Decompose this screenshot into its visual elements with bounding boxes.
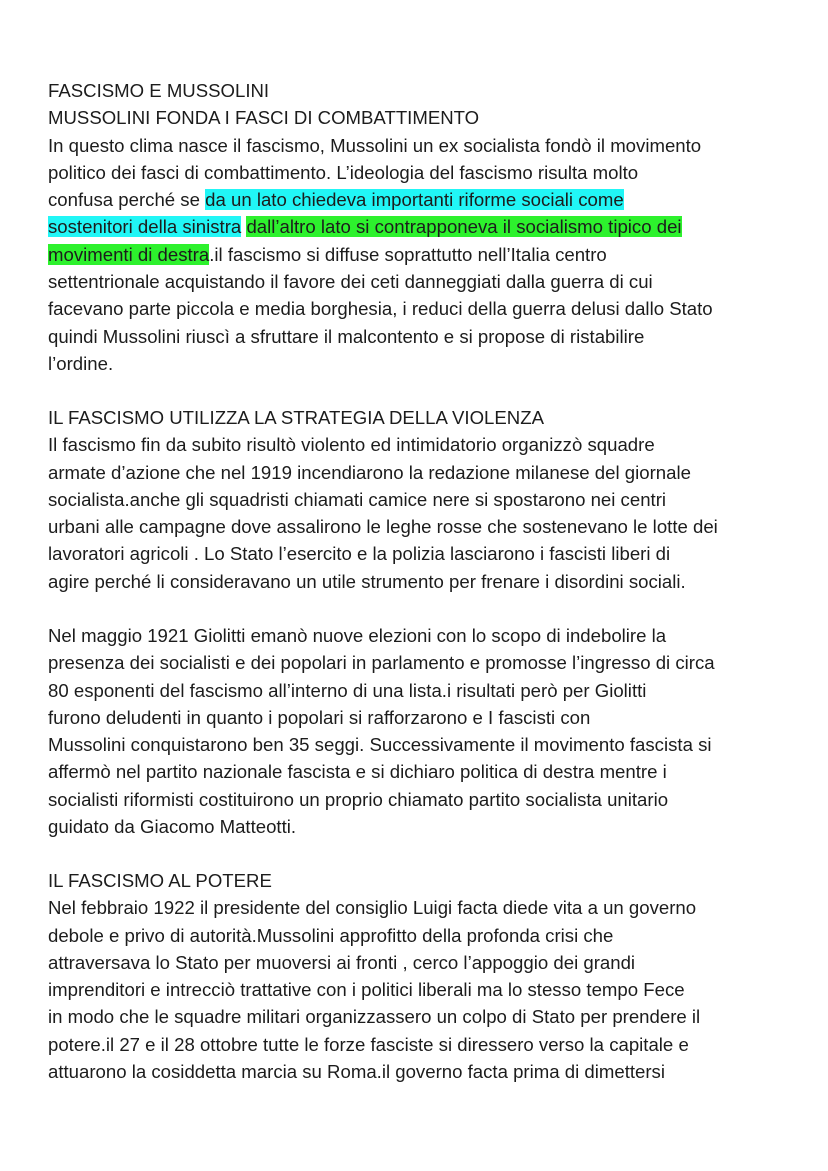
document-title: FASCISMO E MUSSOLINI xyxy=(48,80,270,101)
highlight-cyan: da un lato chiedeva importanti riforme sociali come xyxy=(205,189,624,211)
paragraph-line: urbani alle campagne dove assalirono le leghe rosse che sostenevano le lotte dei xyxy=(48,516,718,538)
highlight-green: movimenti di destra xyxy=(48,243,210,265)
paragraph-line: debole e privo di autorità.Mussolini approfitto della profonda crisi che xyxy=(48,924,614,946)
paragraph-line: socialisti riformisti costituirono un proprio chiamato partito socialista unitario xyxy=(48,788,669,810)
paragraph-line: lavoratori agricoli . Lo Stato l’esercito e la polizia lasciarono i fascisti liberi di xyxy=(48,543,671,565)
paragraph-line: Nel febbraio 1922 il presidente del consiglio Luigi facta diede vita a un governo xyxy=(48,897,697,919)
paragraph-line: potere.il 27 e il 28 ottobre tutte le forze fasciste si diressero verso la capitale e xyxy=(48,1033,689,1055)
paragraph-line: guidato da Giacomo Matteotti. xyxy=(48,816,297,838)
paragraph-line: settentrionale acquistando il favore dei ceti danneggiati dalla guerra di cui xyxy=(48,271,653,293)
section-fascismo-al-potere xyxy=(48,867,788,1085)
section-strategia-violenza xyxy=(48,404,788,595)
paragraph-line: 80 esponenti del fascismo all’interno di una lista.i risultati però per Giolitti xyxy=(48,679,647,701)
paragraph-line: presenza dei socialisti e dei popolari in parlamento e promosse l’ingresso di circa xyxy=(48,652,715,674)
section-heading: MUSSOLINI FONDA I FASCI DI COMBATTIMENTO xyxy=(48,107,480,129)
paragraph-line: socialista.anche gli squadristi chiamati camice nere si spostarono nei centri xyxy=(48,488,667,510)
paragraph-line: quindi Mussolini riuscì a sfruttare il malcontento e si propose di ristabilire xyxy=(48,325,645,347)
paragraph-line xyxy=(48,186,788,213)
paragraph-line: agire perché li consideravano un utile strumento per frenare i disordini sociali. xyxy=(48,570,686,592)
section-heading: IL FASCISMO AL POTERE xyxy=(48,870,272,891)
paragraph-line: attraversava lo Stato per muoversi ai fronti , cerco l’appoggio dei grandi xyxy=(48,951,636,973)
paragraph-line xyxy=(48,213,788,240)
paragraph-line: attuarono la cosiddetta marcia su Roma.il governo facta prima di dimettersi xyxy=(48,1061,665,1083)
paragraph-line: facevano parte piccola e media borghesia, i reduci della guerra delusi dallo Stato xyxy=(48,298,713,320)
paragraph-line: imprenditori e intrecciò trattative con i politici liberali ma lo stesso tempo Fece xyxy=(48,979,685,1001)
paragraph-line: politico dei fasci di combattimento. L’ideologia del fascismo risulta molto xyxy=(48,161,639,183)
paragraph-line: affermò nel partito nazionale fascista e si dichiaro politica di destra mentre i xyxy=(48,761,667,783)
paragraph-line: l’ordine. xyxy=(48,352,114,374)
highlight-cyan: sostenitori della sinistra xyxy=(48,216,242,238)
paragraph-line: armate d’azione che nel 1919 incendiarono la redazione milanese del giornale xyxy=(48,461,691,483)
paragraph-line: Il fascismo fin da subito risultò violento ed intimidatorio organizzò squadre xyxy=(48,434,655,456)
section-fasci-di-combattimento xyxy=(48,77,788,377)
text-run: confusa perché se xyxy=(48,189,206,211)
section-heading: IL FASCISMO UTILIZZA LA STRATEGIA DELLA VIOLENZA xyxy=(48,407,544,428)
paragraph-line: Nel maggio 1921 Giolitti emanò nuove elezioni con lo scopo di indebolire la xyxy=(48,625,667,646)
paragraph-line xyxy=(48,241,788,268)
paragraph-line: furono deludenti in quanto i popolari si rafforzarono e I fascisti con xyxy=(48,706,591,728)
section-elezioni-1921 xyxy=(48,622,788,840)
paragraph-line: In questo clima nasce il fascismo, Mussolini un ex socialista fondò il movimento xyxy=(48,134,702,156)
paragraph-line: Mussolini conquistarono ben 35 seggi. Successivamente il movimento fascista si xyxy=(48,734,712,756)
paragraph-line: in modo che le squadre militari organizzassero un colpo di Stato per prendere il xyxy=(48,1006,701,1028)
highlight-green: dall’altro lato si contrapponeva il socialismo tipico dei xyxy=(246,216,682,238)
text-run: .il fascismo si diffuse soprattutto nell’Italia centro xyxy=(209,243,607,265)
